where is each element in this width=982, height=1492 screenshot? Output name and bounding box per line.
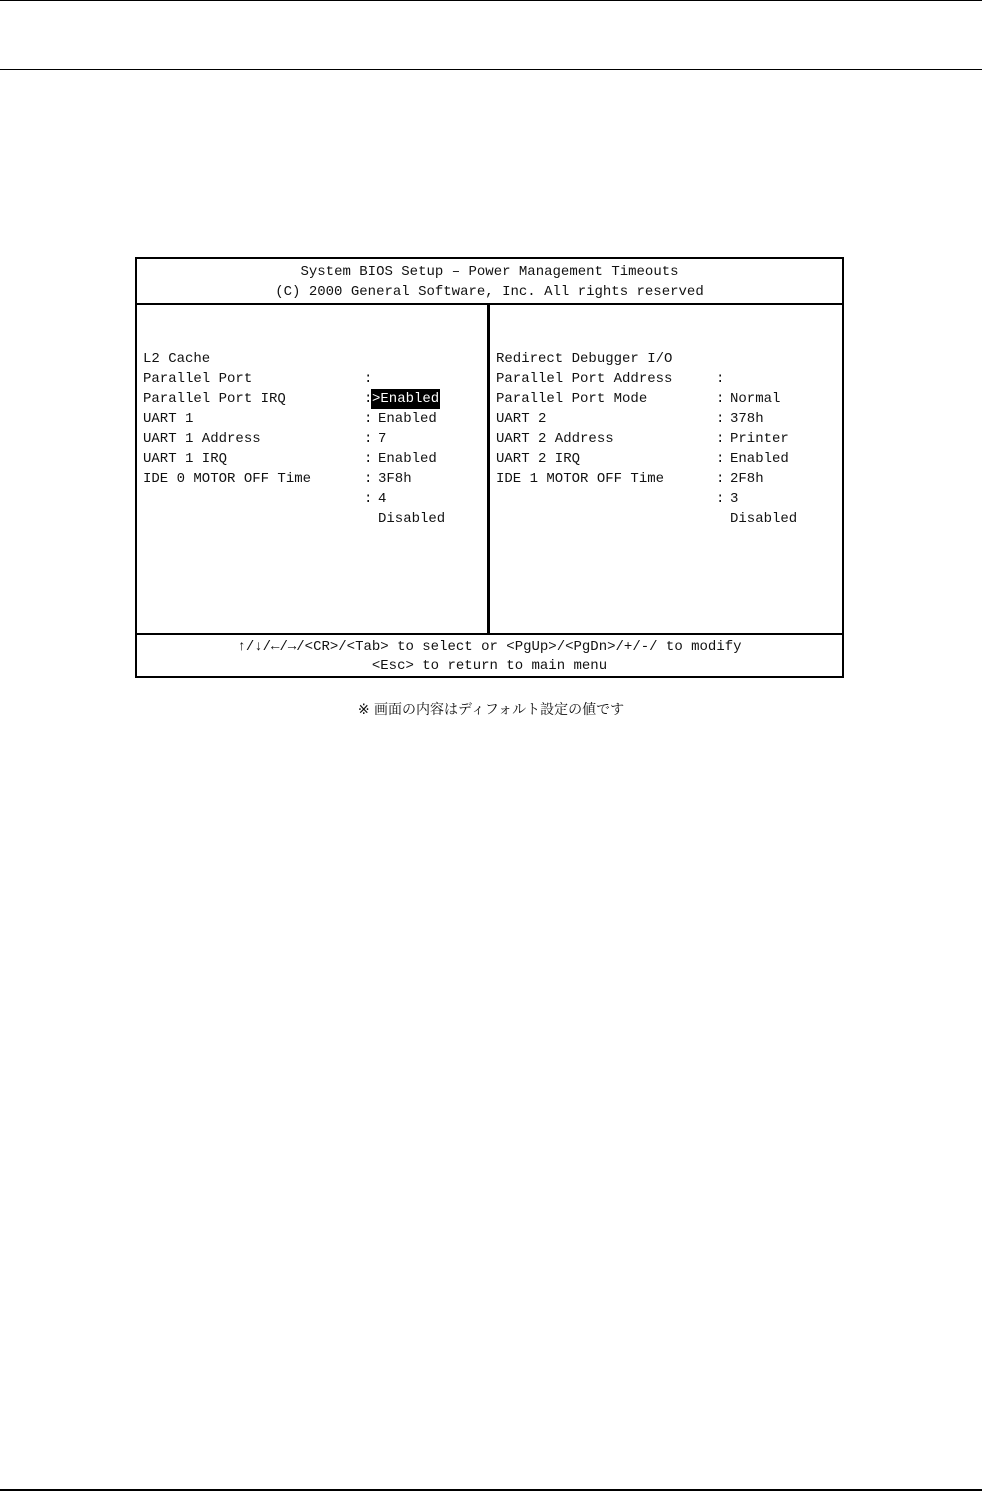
setting-label: Redirect Debugger I/O [496,351,673,367]
setting-separator: : [364,471,373,487]
setting-label: UART 2 IRQ [496,451,581,467]
bios-help-footer [137,633,842,676]
left-settings-panel [137,305,490,633]
setting-label: UART 1 Address [143,431,261,447]
default-settings-note: ※ 画面の内容はディフォルト設定の値です [357,702,625,718]
bios-header [137,259,842,305]
escape-help: <Esc> to return to main menu [371,658,608,674]
setting-label: Parallel Port Mode [496,391,648,407]
setting-separator: : [716,471,725,487]
setting-label: L2 Cache [143,351,211,367]
top-rule [0,0,982,1]
setting-value[interactable]: Enabled [378,451,437,467]
setting-value[interactable]: Disabled [730,511,798,527]
setting-separator: : [716,451,725,467]
bottom-rule [0,1489,982,1491]
setting-value[interactable]: Enabled [730,451,789,467]
bios-copyright: (C) 2000 General Software, Inc. All rights reserved [275,284,704,300]
setting-label: UART 2 Address [496,431,614,447]
setting-value[interactable]: 2F8h [730,471,764,487]
setting-value[interactable]: Printer [730,431,789,447]
setting-value[interactable]: 378h [730,411,764,427]
setting-separator: : [364,371,373,387]
setting-separator: : [364,491,373,507]
setting-label: Parallel Port IRQ [143,391,286,407]
bios-setup-screen [135,257,844,678]
navigation-help: ↑/↓/←/→/<CR>/<Tab> to select or <PgUp>/<PgDn>/+/-/ to modify [237,639,742,655]
setting-label: UART 1 [143,411,194,427]
bios-title: System BIOS Setup – Power Management Timeouts [300,264,679,280]
setting-value-selected[interactable]: >Enabled [372,391,440,407]
setting-separator: : [716,411,725,427]
setting-value[interactable]: Disabled [378,511,446,527]
setting-separator: : [716,491,725,507]
setting-separator: : [716,371,725,387]
setting-value[interactable]: 3F8h [378,471,412,487]
setting-label: IDE 1 MOTOR OFF Time [496,471,665,487]
setting-value[interactable]: 7 [378,431,387,447]
setting-value[interactable]: Normal [730,391,781,407]
setting-separator: : [364,431,373,447]
setting-label: Parallel Port [143,371,253,387]
setting-separator: : [716,391,725,407]
setting-label: UART 1 IRQ [143,451,228,467]
setting-separator: : [364,391,373,407]
setting-value[interactable]: Enabled [378,411,437,427]
setting-separator: : [716,431,725,447]
setting-value[interactable]: 4 [378,491,387,507]
right-settings-panel [490,305,842,633]
setting-label: Parallel Port Address [496,371,673,387]
setting-separator: : [364,451,373,467]
setting-label: UART 2 [496,411,547,427]
setting-label: IDE 0 MOTOR OFF Time [143,471,312,487]
header-rule [0,69,982,70]
setting-separator: : [364,411,373,427]
setting-value[interactable]: 3 [730,491,739,507]
